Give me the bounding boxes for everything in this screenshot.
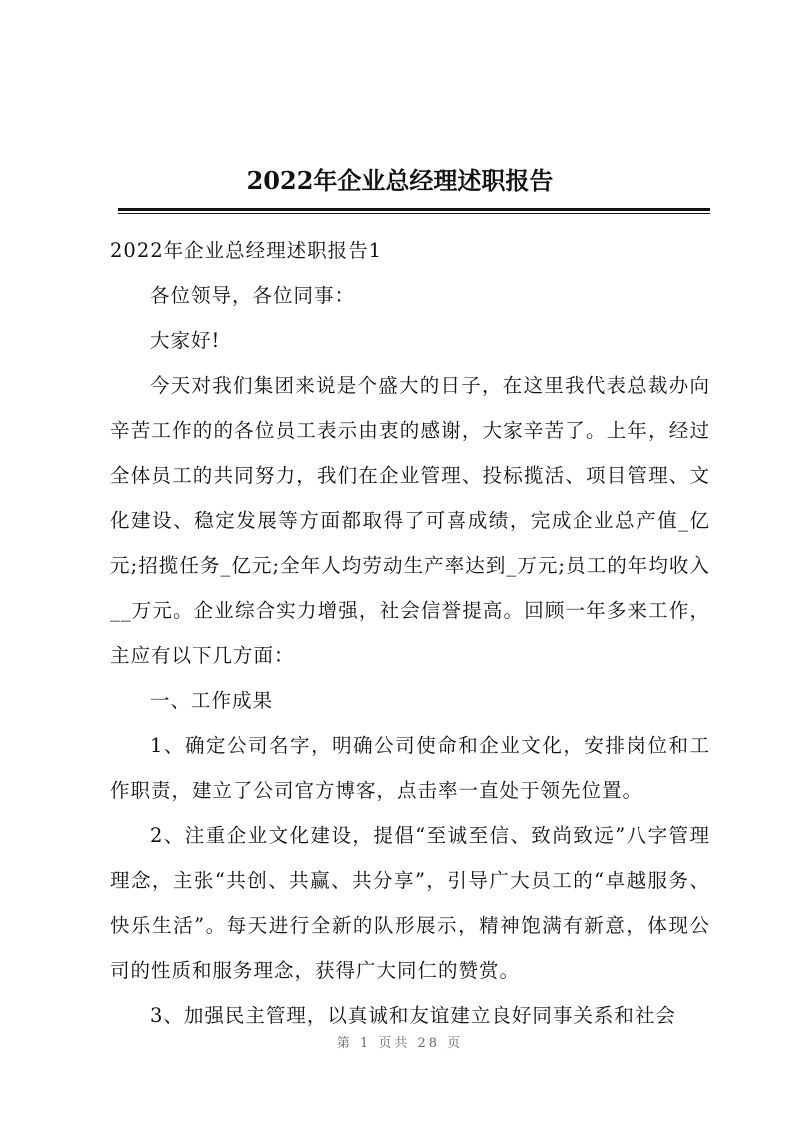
document-title: 2022年企业总经理述职报告 (246, 166, 554, 195)
paragraph-greeting: 大家好! (150, 329, 221, 352)
paragraph-salutation: 各位领导，各位同事： (150, 284, 356, 307)
title-divider-thin (118, 213, 710, 214)
paragraph-item-3: 3、加强民主管理，以真诚和友谊建立良好同事关系和社会 (150, 1004, 676, 1027)
document-body (110, 228, 710, 1038)
section-heading: 2022年企业总经理述职报告1 (110, 239, 383, 262)
paragraph-item-1: 1、确定公司名字，明确公司使命和企业文化，安排岗位和工作职责，建立了公司官方博客，点击率一直处于领先位置。 (110, 734, 710, 802)
paragraph-item-2: 2、注重企业文化建设，提倡“至诚至信、致尚致远”八字管理理念，主张“共创、共赢、共分享”，引导广大员工的“卓越服务、快乐生活”。每天进行全新的队形展示，精神饱满有新意，体现公司的性质和服务理念，获得广大同仁的赞赏。 (110, 824, 710, 982)
title-divider-thick (118, 208, 710, 211)
page-number-footer: 第 1 页共 28 页 (336, 1036, 464, 1051)
paragraph-intro: 今天对我们集团来说是个盛大的日子，在这里我代表总裁办向辛苦工作的的各位员工表示由衷的感谢，大家辛苦了。上年，经过全体员工的共同努力，我们在企业管理、投标揽活、项目管理、文化建设、稳定发展等方面都取得了可喜成绩，完成企业总产值_亿元;招揽任务_亿元;全年人均劳动生产率达到_万元;员工的年均收入__万元。企业综合实力增强，社会信誉提高。回顾一年多来工作，主应有以下几方面： (110, 374, 710, 667)
subheading-work-results: 一、工作成果 (150, 689, 274, 712)
